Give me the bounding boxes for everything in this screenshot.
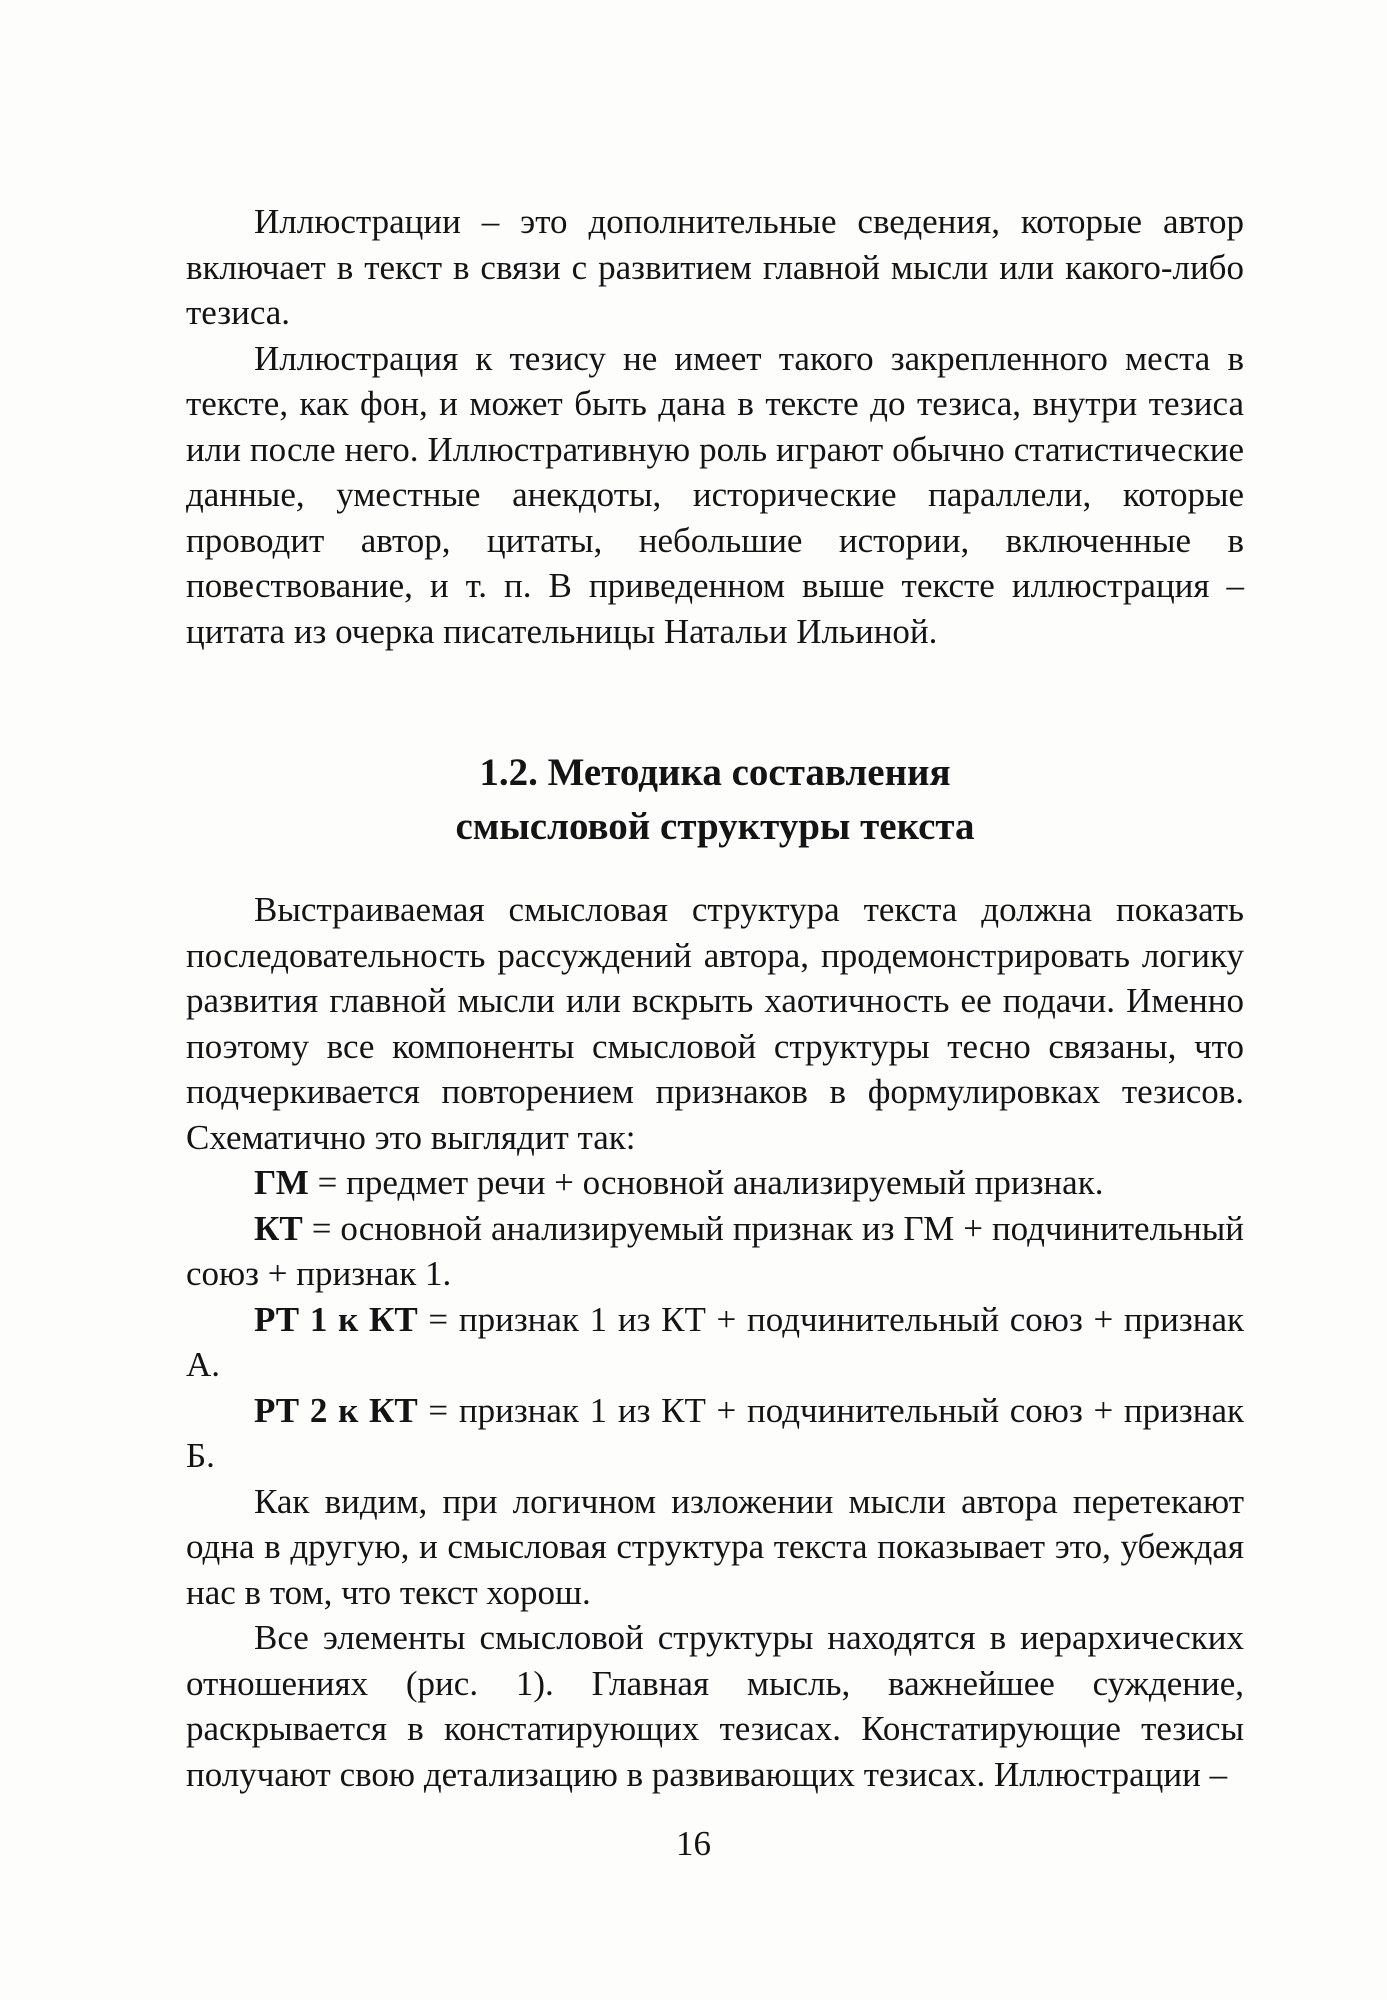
- formula-kt: [186, 1206, 1244, 1297]
- formula-term: ГМ: [254, 1163, 309, 1202]
- top-text-block: [186, 199, 1244, 654]
- main-text-block: [186, 887, 1244, 1797]
- paragraph-hierarchy: Все элементы смысловой структуры находятся в иерархических отношениях (рис. 1). Главная мысль, важнейшее суждение, раскрывается в констатирующих тезисах. Констатирующие тезисы получают свою детализацию в развивающих тезисах. Иллюстрации –: [186, 1618, 1244, 1794]
- section-heading-line-2: смысловой структуры текста: [455, 805, 975, 848]
- formula-term: КТ: [254, 1208, 303, 1248]
- paragraph-logical-flow: Как видим, при логичном изложении мысли автора перетекают одна в другую, и смысловая структура текста показывает это, убеждая нас в том, что текст хорош.: [186, 1481, 1244, 1612]
- section-heading-line-1: 1.2. Методика составления: [479, 751, 951, 794]
- formula-definition: = предмет речи + основной анализируемый признак.: [308, 1163, 1104, 1202]
- formula-rt2: [186, 1388, 1244, 1479]
- formula-definition: = основной анализируемый признак из ГМ + подчинительный союз + признак 1.: [186, 1208, 1244, 1293]
- paragraph-illustration-placement: Иллюстрация к тезису не имеет такого закрепленного места в тексте, как фон, и может быть дана в тексте до тезиса, внутри тезиса или после него. Иллюстративную роль играют обычно статистические данные, уместные анекдоты, исторические параллели, которые проводит автор, цитаты, небольшие истории, включенные в повествование, и т. п. В приведенном выше тексте иллюстрация – цитата из очерка писательницы Натальи Ильиной.: [186, 338, 1244, 651]
- page-number: 16: [676, 1824, 711, 1863]
- paragraph-structure-intro: Выстраиваемая смысловая структура текста должна показать последовательность рассуждений автора, продемонстрировать логику развития главной мысли или вскрыть хаотичность ее подачи. Именно поэтому все компоненты смысловой структуры тесно связаны, что подчеркивается повторением признаков в формулировках тезисов. Схематично это выглядит так:: [186, 890, 1244, 1157]
- formula-definition: = признак 1 из КТ + подчинительный союз + признак Б.: [186, 1390, 1244, 1475]
- formula-definition: = признак 1 из КТ + подчинительный союз + признак А.: [186, 1299, 1244, 1384]
- paragraph-illustrations-definition: Иллюстрации – это дополнительные сведения, которые автор включает в текст в связи с развитием главной мысли или какого-либо тезиса.: [186, 202, 1244, 332]
- formula-term: РТ 2 к КТ: [254, 1390, 418, 1430]
- formula-rt1: [186, 1297, 1244, 1388]
- formula-gm: [186, 1160, 1244, 1206]
- section-heading: [186, 746, 1244, 854]
- formula-term: РТ 1 к КТ: [254, 1299, 418, 1339]
